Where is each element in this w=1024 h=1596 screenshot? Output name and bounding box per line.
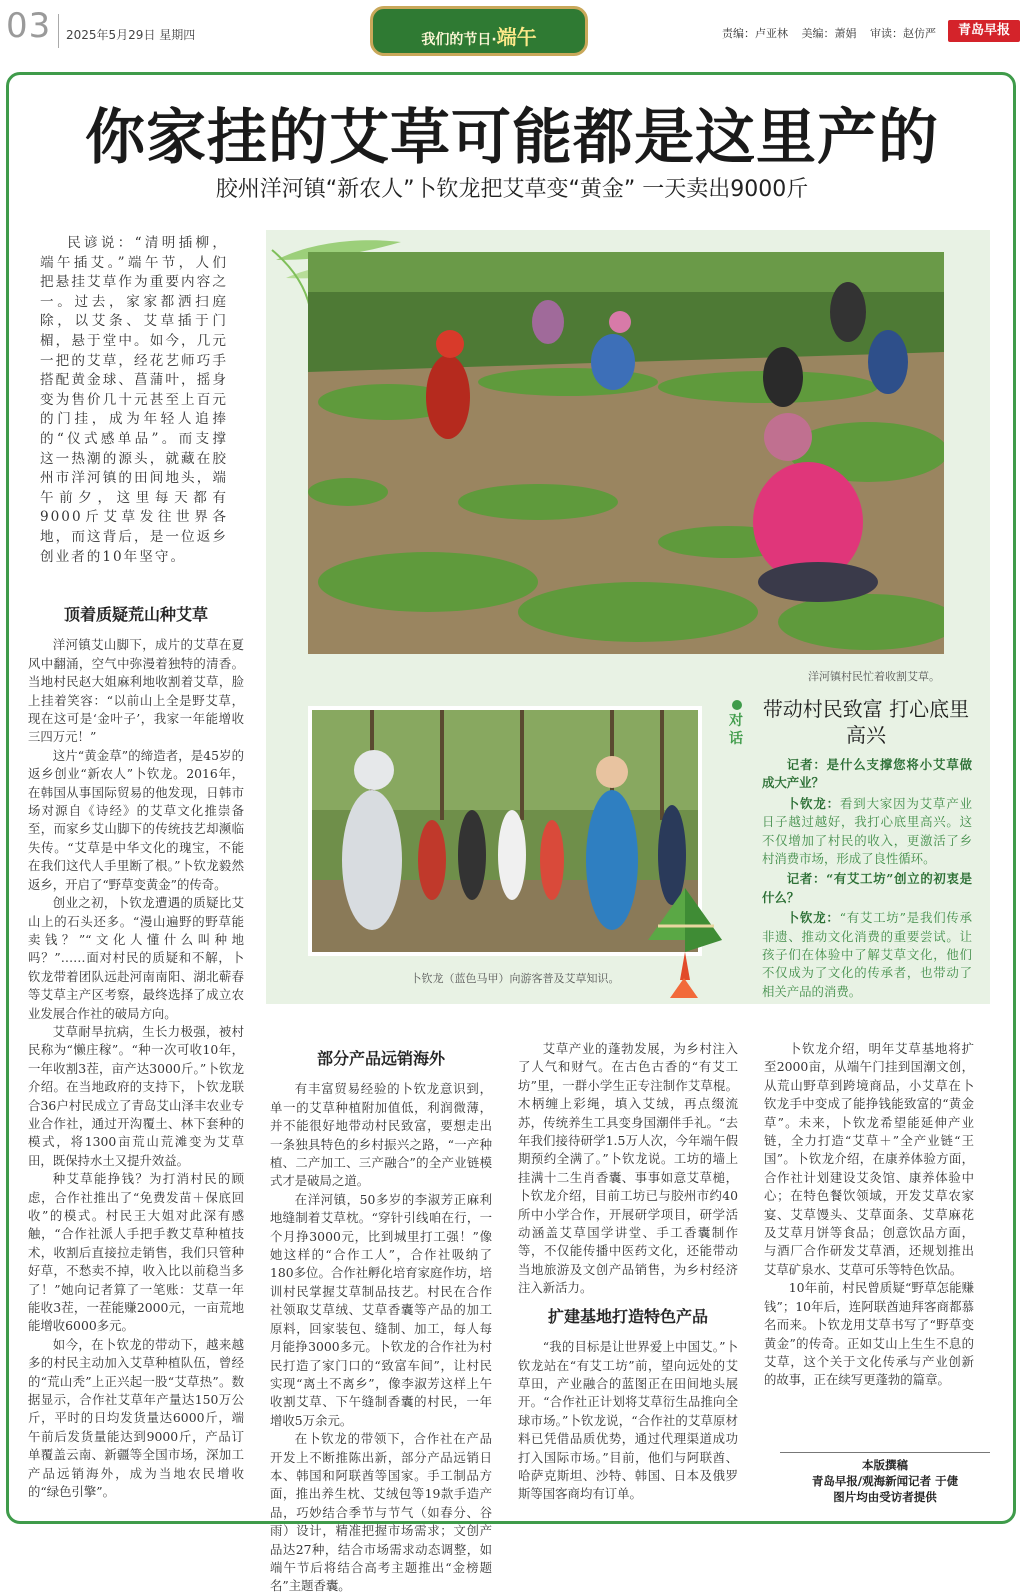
page-header [0, 0, 1024, 62]
answer: 卜钦龙：“有艾工坊”是我们传承非遗、推动文化消费的重要尝试。让孩子们在体验中了解艾草文化，他们不仅成为了文化的传承者，也带动了相关产品的消费。 [762, 910, 973, 999]
newspaper-logo: 青岛早报 [948, 20, 1020, 42]
paragraph: 10年前，村民曾质疑“野草怎能赚钱”；10年后，连阿联酋迪拜客商都慕名而来。卜钦龙用艾草书写了“野草变黄金”的传奇。正如艾山上生生不息的艾草，这个关于文化传承与产业创新的故事，正在续写更蓬勃的篇章。 [764, 1280, 974, 1388]
paragraph: 这片“黄金草”的缔造者，是45岁的返乡创业“新农人”卜钦龙。2016年，在韩国从事国际贸易的他发现，日韩市场对源自《诗经》的艾草文化推崇备至，而家乡艾山脚下的传统技艺却濒临失传。“艾草是中华文化的瑰宝，不能在我们这代人手里断了根。”卜钦龙毅然返乡，开启了“野草变黄金”的传奇。 [28, 747, 244, 892]
answer: 卜钦龙：看到大家因为艾草产业日子越过越好，我打心底里高兴。这不仅增加了村民的收入，更激活了乡村消费市场，形成了良性循环。 [762, 795, 973, 867]
caption-photo-2: 卜钦龙（蓝色马甲）向游客普及艾草知识。 [410, 972, 620, 985]
paragraph: 艾草耐旱抗病，生长力极强，被村民称为“懒庄稼”。“种一次可收10年，一年收割3茬，亩产达3000斤。”卜钦龙介绍。在当地政府的支持下，卜钦龙联合36户村民成立了青岛艾山泽丰农业专业合作社，通过开沟覆土、林下套种的模式，将1300亩荒山荒滩变为艾草田，既保持水土又提升效益。 [28, 1023, 244, 1168]
dialog-label: 对话 [729, 713, 743, 747]
header-divider [58, 14, 59, 48]
byline [780, 1452, 990, 1505]
dialog-title: 带动村民致富 打心底里高兴 [762, 697, 970, 747]
caption-photo-1: 洋河镇村民忙着收割艾草。 [808, 670, 940, 683]
paragraph: 在洋河镇，50多岁的李淑芳正麻利地缝制着艾草枕。“穿针引线咱在行，一个月挣3000元，比到城里打工强！”像她这样的“合作工人”，合作社吸纳了180多位。合作社孵化培育家庭作坊，培训村民掌握艾草制品技艺。村民在合作社领取艾草绒、艾草香囊等产品的加工原料，回家装包、缝制、加工，每人每月能挣3000多元。卜钦龙的合作社为村民打造了家门口的“致富车间”，让村民实现“离土不离乡”，像李淑芳这样上午收割艾草、下午缝制香囊的村民，一年增收5万余元。 [270, 1191, 492, 1428]
paragraph: 种艾草能挣钱？为打消村民的顾虑，合作社推出了“免费发苗＋保底回收”的模式。村民王大姐对此深有感触，“合作社派人手把手教艾草种植技术，收割后直接拉走销售，我们只管种好草，不愁卖不掉，收入比以前稳当多了！”她向记者算了一笔账：艾草一年能收3茬，一茬能赚2000元，一亩荒地能增收6000多元。 [28, 1171, 244, 1334]
credit-designer: 美编：萧娟 [801, 27, 857, 40]
lead-paragraph: 民谚说：“清明插柳，端午插艾。”端午节，人们把悬挂艾草作为重要内容之一。过去，家家都洒扫庭除，以艾条、艾草插于门楣，悬于堂中。如今，几元一把的艾草，经花艺师巧手搭配黄金球、菖蒲叶，摇身变为售价几十元甚至上百元的门挂，成为年轻人追捧的“仪式感单品”。而支撑这一热潮的源头，就藏在胶州市洋河镇的田间地头，端午前夕，这里每天都有9000斤艾草发往世界各地，而这背后，是一位返乡创业者的10年坚守。 [40, 235, 228, 565]
editor-credits [722, 25, 946, 41]
section-title-1: 顶着质疑荒山种艾草 [63, 605, 208, 624]
paragraph: 在卜钦龙的带领下，合作社在产品开发上不断推陈出新，部分产品远销日本、韩国和阿联酋等国家。手工制品方面，推出养生枕、艾绒包等19款手造产品，巧妙结合季节与节气（如春分、谷雨）设计，精准把握市场需求；文创产品达27种，结合市场需求动态调整，如端午节后将结合高考主题推出“金榜题名”主题香囊。 [270, 1431, 492, 1594]
subheadline: 胶州洋河镇“新农人”卜钦龙把艾草变“黄金” 一天卖出9000斤 [215, 177, 809, 202]
article-column-3 [518, 1040, 738, 1504]
dialog-marker [732, 700, 742, 710]
paragraph: 创业之初，卜钦龙遭遇的质疑比艾山上的石头还多。“漫山遍野的野草能卖钱？”“文化人懂什么叫种地吗？”……面对村民的质疑和不解，卜钦龙带着团队远赴河南南阳、湖北蕲春等艾草主产区考察，最终选择了成立农业发展合作社的破局方向。 [28, 895, 244, 1021]
paragraph: 如今，在卜钦龙的带动下，越来越多的村民主动加入艾草种植队伍，曾经的“荒山秃”上正兴起一股“艾草热”。数据显示，合作社艾草年产量达150万公斤，平时的日均发货量达6000斤，端午前后发货量能达到9000斤，产品订单覆盖云南、新疆等全国市场，深加工产品远销海外，成为当地农民增收的“绿色引擎”。 [28, 1336, 244, 1500]
byline-photo-credit: 图片均由受访者提供 [833, 1490, 937, 1504]
banner-title [373, 21, 585, 50]
interview-box [762, 756, 972, 1003]
banner-prefix: 我们的节日· [421, 32, 497, 48]
credit-editor: 责编：卢亚林 [722, 27, 788, 40]
byline-label: 本版撰稿 [862, 1458, 908, 1472]
section-banner [370, 6, 588, 56]
paragraph: 卜钦龙介绍，明年艾草基地将扩至2000亩，从端午门挂到国潮文创，从荒山野草到跨境商品，小艾草在卜钦龙手中变成了能挣钱能致富的“黄金草”。未来，卜钦龙希望能延伸产业链，全力打造“艾草＋”全产业链“王国”。卜钦龙介绍，在康养体验方面，合作社计划建设艾灸馆、康养体验中心；在特色餐饮领域，开发艾草农家宴、艾草馒头、艾草面条、艾草麻花及艾草月饼等食品；创意饮品方面，与酒厂合作研发艾草酒，还规划推出艾草矿泉水、艾草可乐等特色饮品。 [764, 1041, 974, 1277]
question: 记者：是什么支撑您将小艾草做成大产业？ [762, 757, 972, 791]
headline: 你家挂的艾草可能都是这里产的 [85, 103, 939, 173]
byline-reporter: 青岛早报/观海新闻记者 于倢 [811, 1474, 959, 1488]
photo-harvesting-mugwort [308, 252, 944, 654]
page-number: 03 [6, 6, 52, 46]
zongzi-decoration [640, 880, 730, 1000]
issue-date: 2025年5月29日 星期四 [66, 28, 196, 42]
question: 记者：“有艾工坊”创立的初衷是什么？ [762, 871, 972, 905]
section-title-2: 部分产品远销海外 [316, 1049, 445, 1068]
paragraph: 洋河镇艾山脚下，成片的艾草在夏风中翻涌，空气中弥漫着独特的清香。当地村民赵大姐麻利地收割着艾草，脸上挂着笑容：“以前山上全是野艾草，现在这可是‘金叶子’，我家一年能增收三四万元！” [28, 637, 244, 745]
credit-reviewer: 审读：赵仿严 [870, 27, 936, 40]
article-column-4 [764, 1040, 974, 1390]
banner-main: 端午 [496, 25, 537, 49]
paragraph: “我的目标是让世界爱上中国艾。”卜钦龙站在“有艾工坊”前，望向远处的艾草田，产业融合的蓝图正在田间地头展开。“合作社正计划将艾草衍生品推向全球市场。”卜钦龙说，“合作社的艾草原材料已凭借品质优势，通过代理渠道成功打入国际市场。”目前，他们与阿联酋、哈萨克斯坦、沙特、韩国、日本及俄罗斯等国客商均有订单。 [518, 1339, 738, 1502]
section-title-3: 扩建基地打造特色产品 [547, 1306, 708, 1326]
article-column-2 [270, 1040, 492, 1596]
paragraph: 艾草产业的蓬勃发展，为乡村注入了人气和财气。在古色古香的“有艾工坊”里，一群小学生正专注制作艾草棍。木柄缠上彩绳，填入艾绒，再点缀流苏，传统养生工具变身国潮伴手礼。“去年我们接待研学1.5万人次，今年端午假期预约全满了。”卜钦龙说。工坊的墙上挂满十二生肖香囊、事事如意艾草槌，卜钦龙介绍，目前工坊已与胶州市约40所中小学合作，开展研学项目，研学活动涵盖艾草国学讲堂、手工香囊制作等，不仅能传播中医药文化，还能带动当地旅游及文创产品销售，为乡村经济注入新活力。 [518, 1041, 738, 1296]
paragraph: 有丰富贸易经验的卜钦龙意识到，单一的艾草种植附加值低，利润微薄，并不能很好地带动村民致富，要想走出一条独具特色的乡村振兴之路，“一产种植、二产加工、三产融合”的全产业链模式才是破局之道。 [270, 1081, 492, 1189]
article-column-1 [28, 596, 244, 1502]
